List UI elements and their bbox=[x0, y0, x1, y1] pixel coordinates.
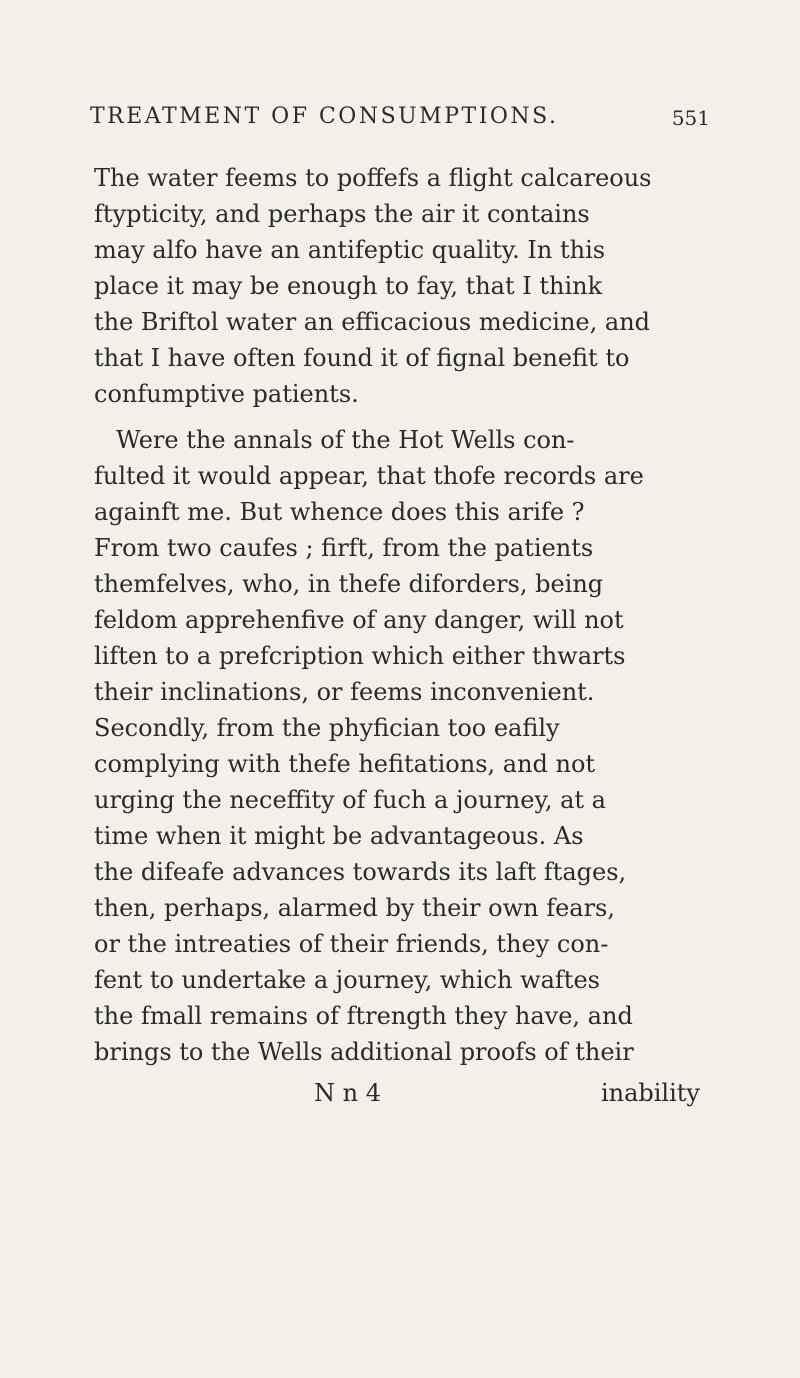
text-line: liften to a prefcription which either thwarts bbox=[94, 642, 626, 670]
body-text bbox=[94, 160, 714, 1070]
text-line: From two caufes ; firft, from the patients bbox=[94, 534, 594, 562]
text-line: complying with thefe hefitations, and not bbox=[94, 750, 596, 778]
text-line: time when it might be advantageous. As bbox=[94, 822, 584, 850]
text-line: their inclinations, or feems inconvenient. bbox=[94, 678, 595, 706]
signature-mark: N n 4 bbox=[314, 1079, 381, 1107]
paragraph-1 bbox=[94, 160, 714, 412]
text-line: The water feems to poffefs a flight calcareous bbox=[94, 164, 652, 192]
text-line: the fmall remains of ftrength they have, and bbox=[94, 1002, 633, 1030]
catchword: inability bbox=[600, 1079, 700, 1107]
page-header bbox=[90, 100, 710, 140]
text-line: Were the annals of the Hot Wells con- bbox=[116, 426, 575, 454]
page-footer bbox=[94, 1075, 714, 1111]
text-line: place it may be enough to fay, that I think bbox=[94, 272, 603, 300]
text-line: brings to the Wells additional proofs of their bbox=[94, 1038, 634, 1066]
text-line: or the intreaties of their friends, they con- bbox=[94, 930, 609, 958]
text-line: againft me. But whence does this arife ? bbox=[94, 498, 585, 526]
text-line: fulted it would appear, that thofe records are bbox=[94, 462, 644, 490]
paragraph-gap bbox=[94, 412, 714, 422]
text-line: feldom apprehenfive of any danger, will not bbox=[94, 606, 624, 634]
text-line: Secondly, from the phyfician too eafily bbox=[94, 714, 560, 742]
text-line: then, perhaps, alarmed by their own fears, bbox=[94, 894, 616, 922]
text-line: the Briftol water an efficacious medicine, and bbox=[94, 308, 651, 336]
text-line: confumptive patients. bbox=[94, 380, 359, 408]
page-number: 551 bbox=[671, 106, 710, 130]
running-head: TREATMENT OF CONSUMPTIONS. bbox=[90, 104, 559, 129]
text-line: urging the neceffity of fuch a journey, at a bbox=[94, 786, 606, 814]
text-line: may alfo have an antifeptic quality. In this bbox=[94, 236, 606, 264]
text-line: ftypticity, and perhaps the air it contains bbox=[94, 200, 590, 228]
text-line: the difeafe advances towards its laft ftages, bbox=[94, 858, 627, 886]
text-line: that I have often found it of fignal benefit to bbox=[94, 344, 630, 372]
text-line: fent to undertake a journey, which waftes bbox=[94, 966, 600, 994]
text-line: themfelves, who, in thefe diforders, being bbox=[94, 570, 604, 598]
paragraph-2 bbox=[94, 422, 714, 1070]
